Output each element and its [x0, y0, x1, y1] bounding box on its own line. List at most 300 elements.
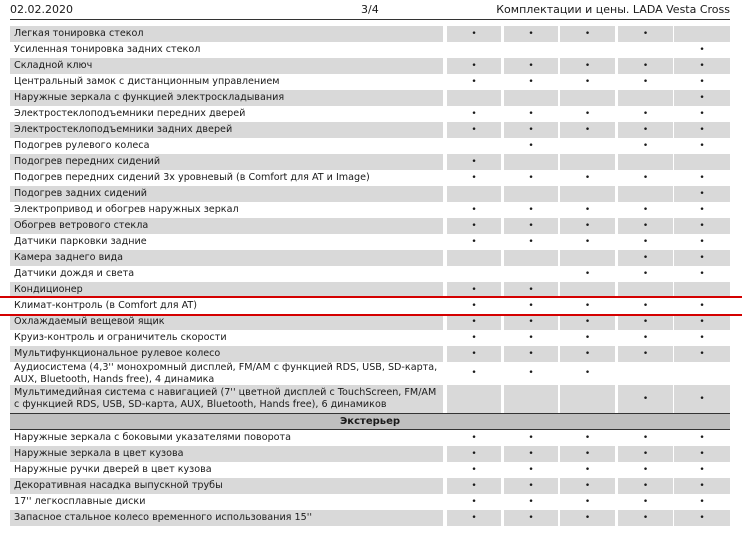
trim-cell-2: [504, 218, 558, 234]
availability-mark: •: [642, 317, 649, 327]
trim-cell-3: [560, 186, 615, 202]
availability-mark: •: [699, 393, 705, 404]
trim-cell-1: [447, 122, 501, 138]
trim-cell-1: [447, 138, 501, 154]
trim-cell-2: [504, 494, 558, 510]
availability-mark: •: [642, 465, 649, 475]
availability-mark: •: [642, 393, 649, 404]
trim-cell-3: [560, 122, 615, 138]
availability-mark: •: [642, 125, 649, 135]
trim-cell-2: [504, 42, 558, 58]
availability-mark: •: [642, 497, 649, 507]
availability-mark: •: [584, 497, 591, 507]
trim-cell-3: [560, 234, 615, 250]
trim-cell-2: [504, 26, 558, 42]
trim-cell-5: [674, 202, 730, 218]
availability-mark: •: [471, 205, 477, 215]
trim-cell-1: [447, 186, 501, 202]
trim-cell-3: [560, 362, 615, 385]
availability-mark: •: [642, 205, 649, 215]
trim-cell-1: [447, 250, 501, 266]
trim-cell-4: [618, 122, 673, 138]
feature-label: Подогрев задних сидений: [10, 186, 443, 202]
availability-mark: •: [471, 349, 477, 359]
trim-cell-4: [618, 494, 673, 510]
trim-cell-2: [504, 186, 558, 202]
availability-mark: •: [528, 77, 534, 87]
trim-cell-2: [504, 250, 558, 266]
trim-cell-3: [560, 170, 615, 186]
trim-cell-2: [504, 510, 558, 526]
table-row: [10, 26, 730, 42]
trim-cell-4: [618, 90, 673, 106]
availability-mark: •: [584, 29, 591, 39]
availability-mark: •: [584, 433, 591, 443]
trim-cell-3: [560, 446, 615, 462]
trim-cell-3: [560, 298, 615, 314]
availability-mark: •: [584, 349, 591, 359]
availability-mark: •: [584, 465, 591, 475]
availability-mark: •: [528, 125, 534, 135]
trim-cell-1: [447, 446, 501, 462]
availability-mark: •: [471, 29, 477, 39]
trim-cell-2: [504, 266, 558, 282]
availability-mark: •: [528, 497, 534, 507]
trim-cell-5: [674, 478, 730, 494]
trim-cell-1: [447, 314, 501, 330]
feature-label: Охлаждаемый вещевой ящик: [10, 314, 443, 330]
trim-cell-1: [447, 494, 501, 510]
trim-cell-3: [560, 90, 615, 106]
trim-cell-1: [447, 430, 501, 446]
availability-mark: •: [642, 301, 649, 311]
trim-cell-4: [618, 478, 673, 494]
availability-mark: •: [584, 221, 591, 231]
trim-cell-5: [674, 26, 730, 42]
table-row: [10, 330, 730, 346]
trim-cell-3: [560, 462, 615, 478]
trim-cell-3: [560, 138, 615, 154]
availability-mark: •: [699, 433, 705, 443]
trim-cell-1: [447, 330, 501, 346]
trim-cell-2: [504, 106, 558, 122]
trim-cell-2: [504, 478, 558, 494]
feature-label: Электростеклоподъемники задних дверей: [10, 122, 443, 138]
trim-cell-1: [447, 478, 501, 494]
table-row: [10, 154, 730, 170]
feature-label: Датчики дождя и света: [10, 266, 443, 282]
trim-cell-4: [618, 74, 673, 90]
trim-cell-4: [618, 218, 673, 234]
feature-label: Центральный замок с дистанционным управлением: [10, 74, 443, 90]
feature-label: Аудиосистема (4,3'' монохромный дисплей, FM/AM с функцией RDS, USB, SD-карта, AUX, Bluetooth, Hands free), 4 динамика: [10, 362, 443, 385]
trim-cell-2: [504, 446, 558, 462]
trim-cell-4: [618, 106, 673, 122]
feature-label: Наружные ручки дверей в цвет кузова: [10, 462, 443, 478]
trim-cell-1: [447, 170, 501, 186]
availability-mark: •: [642, 449, 649, 459]
trim-cell-2: [504, 154, 558, 170]
availability-mark: •: [699, 77, 705, 87]
trim-cell-5: [674, 106, 730, 122]
trim-cell-1: [447, 90, 501, 106]
header-document-title: Комплектации и цены. LADA Vesta Cross: [496, 3, 730, 16]
availability-mark: •: [471, 497, 477, 507]
trim-cell-1: [447, 298, 501, 314]
availability-mark: •: [471, 109, 477, 119]
trim-cell-5: [674, 234, 730, 250]
trim-cell-2: [504, 90, 558, 106]
trim-cell-5: [674, 446, 730, 462]
availability-mark: •: [699, 449, 705, 459]
trim-cell-5: [674, 430, 730, 446]
trim-cell-5: [674, 346, 730, 362]
availability-mark: •: [699, 205, 705, 215]
table-row: [10, 234, 730, 250]
availability-mark: •: [471, 481, 477, 491]
table-row: [10, 186, 730, 202]
highlight-line-top: [0, 296, 742, 298]
table-row: [10, 266, 730, 282]
feature-label: Легкая тонировка стекол: [10, 26, 443, 42]
trim-cell-2: [504, 462, 558, 478]
availability-mark: •: [528, 317, 534, 327]
trim-cell-2: [504, 430, 558, 446]
trim-cell-3: [560, 330, 615, 346]
availability-mark: •: [699, 317, 705, 327]
availability-mark: •: [699, 465, 705, 475]
trim-cell-3: [560, 58, 615, 74]
trim-cell-3: [560, 430, 615, 446]
availability-mark: •: [528, 109, 534, 119]
availability-mark: •: [528, 285, 534, 295]
availability-mark: •: [528, 513, 534, 523]
availability-mark: •: [584, 109, 591, 119]
availability-mark: •: [471, 221, 477, 231]
trim-cell-1: [447, 26, 501, 42]
trim-cell-1: [447, 234, 501, 250]
availability-mark: •: [642, 333, 649, 343]
availability-mark: •: [471, 77, 477, 87]
trim-cell-1: [447, 510, 501, 526]
trim-cell-1: [447, 42, 501, 58]
feature-label: Наружные зеркала с боковыми указателями поворота: [10, 430, 443, 446]
trim-cell-2: [504, 202, 558, 218]
availability-mark: •: [642, 173, 649, 183]
availability-mark: •: [528, 481, 534, 491]
availability-mark: •: [642, 77, 649, 87]
trim-cell-4: [618, 446, 673, 462]
feature-label: Запасное стальное колесо временного использования 15'': [10, 510, 443, 526]
table-row: [10, 446, 730, 462]
feature-label: 17'' легкосплавные диски: [10, 494, 443, 510]
trim-cell-1: [447, 218, 501, 234]
table-row: [10, 462, 730, 478]
trim-cell-5: [674, 330, 730, 346]
availability-mark: •: [528, 221, 534, 231]
feature-label: Подогрев передних сидений 3х уровневый (в Comfort для AT и Image): [10, 170, 443, 186]
feature-label: Электростеклоподъемники передних дверей: [10, 106, 443, 122]
header-page-number: 3/4: [361, 3, 379, 16]
feature-label: Электропривод и обогрев наружных зеркал: [10, 202, 443, 218]
trim-cell-5: [674, 170, 730, 186]
feature-label: Складной ключ: [10, 58, 443, 74]
trim-cell-5: [674, 266, 730, 282]
availability-mark: •: [699, 189, 705, 199]
availability-mark: •: [528, 173, 534, 183]
availability-mark: •: [471, 368, 477, 378]
availability-mark: •: [584, 237, 591, 247]
trim-cell-3: [560, 478, 615, 494]
availability-mark: •: [471, 173, 477, 183]
trim-cell-4: [618, 346, 673, 362]
trim-cell-1: [447, 202, 501, 218]
trim-cell-5: [674, 74, 730, 90]
availability-mark: •: [528, 61, 534, 71]
availability-mark: •: [471, 449, 477, 459]
availability-mark: •: [584, 449, 591, 459]
table-row: [10, 430, 730, 446]
availability-mark: •: [699, 125, 705, 135]
trim-cell-3: [560, 346, 615, 362]
availability-mark: •: [528, 237, 534, 247]
availability-mark: •: [699, 45, 705, 55]
availability-mark: •: [584, 205, 591, 215]
table-row: [10, 346, 730, 362]
table-row: [10, 106, 730, 122]
trim-cell-1: [447, 462, 501, 478]
trim-cell-1: [447, 385, 501, 413]
table-row: [10, 510, 730, 526]
trim-cell-4: [618, 298, 673, 314]
feature-label: Кондиционер: [10, 282, 443, 298]
table-row: [10, 202, 730, 218]
trim-cell-3: [560, 510, 615, 526]
trim-cell-2: [504, 314, 558, 330]
availability-mark: •: [584, 317, 591, 327]
trim-cell-3: [560, 154, 615, 170]
trim-cell-4: [618, 510, 673, 526]
availability-mark: •: [642, 481, 649, 491]
availability-mark: •: [699, 481, 705, 491]
trim-cell-1: [447, 74, 501, 90]
trim-cell-5: [674, 42, 730, 58]
availability-mark: •: [584, 61, 591, 71]
trim-cell-5: [674, 90, 730, 106]
trim-cell-1: [447, 346, 501, 362]
availability-mark: •: [699, 301, 705, 311]
trim-cell-4: [618, 330, 673, 346]
trim-cell-2: [504, 58, 558, 74]
trim-cell-5: [674, 122, 730, 138]
trim-cell-4: [618, 314, 673, 330]
availability-mark: •: [584, 513, 591, 523]
trim-cell-4: [618, 138, 673, 154]
availability-mark: •: [699, 109, 705, 119]
feature-label: Круиз-контроль и ограничитель скорости: [10, 330, 443, 346]
availability-mark: •: [699, 269, 705, 279]
availability-mark: •: [471, 237, 477, 247]
availability-mark: •: [699, 349, 705, 359]
trim-cell-5: [674, 362, 730, 385]
header-divider: [10, 19, 730, 20]
trim-cell-4: [618, 250, 673, 266]
availability-mark: •: [471, 317, 477, 327]
availability-mark: •: [642, 349, 649, 359]
availability-mark: •: [699, 253, 705, 263]
feature-label: Обогрев ветрового стекла: [10, 218, 443, 234]
trim-cell-5: [674, 250, 730, 266]
availability-mark: •: [528, 333, 534, 343]
availability-mark: •: [699, 497, 705, 507]
trim-cell-4: [618, 186, 673, 202]
trim-cell-5: [674, 510, 730, 526]
availability-mark: •: [528, 141, 534, 151]
trim-cell-3: [560, 218, 615, 234]
availability-mark: •: [642, 29, 649, 39]
trim-cell-4: [618, 385, 673, 413]
availability-mark: •: [642, 141, 649, 151]
feature-label: Наружные зеркала в цвет кузова: [10, 446, 443, 462]
availability-mark: •: [528, 29, 534, 39]
page-header: [0, 0, 742, 20]
availability-mark: •: [642, 253, 649, 263]
table-row: [10, 362, 730, 385]
trim-cell-2: [504, 362, 558, 385]
availability-mark: •: [699, 333, 705, 343]
availability-mark: •: [528, 205, 534, 215]
feature-label: Подогрев рулевого колеса: [10, 138, 443, 154]
trim-cell-4: [618, 234, 673, 250]
availability-mark: •: [699, 61, 705, 71]
table-row: [10, 170, 730, 186]
trim-cell-2: [504, 330, 558, 346]
availability-mark: •: [584, 301, 591, 311]
feature-label: Камера заднего вида: [10, 250, 443, 266]
table-row: [10, 250, 730, 266]
availability-mark: •: [642, 269, 649, 279]
trim-cell-5: [674, 218, 730, 234]
availability-mark: •: [584, 269, 591, 279]
availability-mark: •: [471, 157, 477, 167]
section-header-row: [10, 413, 730, 430]
availability-mark: •: [528, 301, 534, 311]
trim-cell-2: [504, 122, 558, 138]
availability-mark: •: [528, 449, 534, 459]
availability-mark: •: [584, 368, 591, 378]
availability-mark: •: [584, 333, 591, 343]
feature-label: Наружные зеркала с функцией электроскладывания: [10, 90, 443, 106]
availability-mark: •: [471, 61, 477, 71]
section-title: Экстерьер: [10, 413, 730, 430]
availability-mark: •: [471, 301, 477, 311]
header-date: 02.02.2020: [10, 3, 73, 16]
feature-label: Климат-контроль (в Comfort для AT): [10, 298, 443, 314]
trim-cell-1: [447, 266, 501, 282]
trim-cell-4: [618, 362, 673, 385]
availability-mark: •: [528, 433, 534, 443]
availability-mark: •: [471, 513, 477, 523]
feature-label: Датчики парковки задние: [10, 234, 443, 250]
table-row: [10, 494, 730, 510]
trim-cell-5: [674, 494, 730, 510]
trim-cell-3: [560, 250, 615, 266]
feature-label: Подогрев передних сидений: [10, 154, 443, 170]
trim-cell-5: [674, 138, 730, 154]
availability-mark: •: [528, 349, 534, 359]
availability-mark: •: [584, 77, 591, 87]
availability-mark: •: [642, 513, 649, 523]
trim-cell-5: [674, 186, 730, 202]
feature-label: Мультимедийная система с навигацией (7'' цветной дисплей с TouchScreen, FM/AM с функцией RDS, USB, SD-карта, AUX, Bluetooth, Hands free), 6 динамиков: [10, 385, 443, 413]
table-row: [10, 58, 730, 74]
availability-mark: •: [584, 481, 591, 491]
trim-cell-4: [618, 266, 673, 282]
trim-cell-3: [560, 385, 615, 413]
availability-mark: •: [699, 93, 705, 103]
highlight-line-bottom: [0, 314, 742, 316]
trim-cell-2: [504, 138, 558, 154]
table-row: [10, 298, 730, 314]
availability-mark: •: [642, 237, 649, 247]
trim-cell-5: [674, 462, 730, 478]
availability-mark: •: [642, 109, 649, 119]
availability-mark: •: [471, 285, 477, 295]
table-row: [10, 122, 730, 138]
trim-cell-2: [504, 74, 558, 90]
availability-mark: •: [471, 433, 477, 443]
trim-cell-4: [618, 154, 673, 170]
availability-mark: •: [584, 125, 591, 135]
trim-cell-3: [560, 266, 615, 282]
trim-cell-4: [618, 202, 673, 218]
trim-cell-4: [618, 170, 673, 186]
availability-mark: •: [471, 125, 477, 135]
availability-mark: •: [584, 173, 591, 183]
equipment-table: [10, 26, 730, 526]
trim-cell-4: [618, 462, 673, 478]
table-row: [10, 478, 730, 494]
feature-label: Усиленная тонировка задних стекол: [10, 42, 443, 58]
availability-mark: •: [642, 61, 649, 71]
trim-cell-4: [618, 430, 673, 446]
trim-cell-5: [674, 58, 730, 74]
trim-cell-2: [504, 170, 558, 186]
feature-label: Декоративная насадка выпускной трубы: [10, 478, 443, 494]
availability-mark: •: [528, 465, 534, 475]
availability-mark: •: [642, 221, 649, 231]
trim-cell-2: [504, 234, 558, 250]
trim-cell-3: [560, 202, 615, 218]
trim-cell-3: [560, 74, 615, 90]
feature-label: Мультифункциональное рулевое колесо: [10, 346, 443, 362]
table-row: [10, 90, 730, 106]
trim-cell-5: [674, 314, 730, 330]
trim-cell-1: [447, 106, 501, 122]
trim-cell-5: [674, 154, 730, 170]
table-row: [10, 138, 730, 154]
availability-mark: •: [699, 237, 705, 247]
trim-cell-1: [447, 154, 501, 170]
trim-cell-4: [618, 26, 673, 42]
trim-cell-3: [560, 26, 615, 42]
trim-cell-2: [504, 298, 558, 314]
table-row: [10, 385, 730, 413]
trim-cell-5: [674, 385, 730, 413]
availability-mark: •: [528, 368, 534, 378]
trim-cell-3: [560, 314, 615, 330]
trim-cell-2: [504, 385, 558, 413]
